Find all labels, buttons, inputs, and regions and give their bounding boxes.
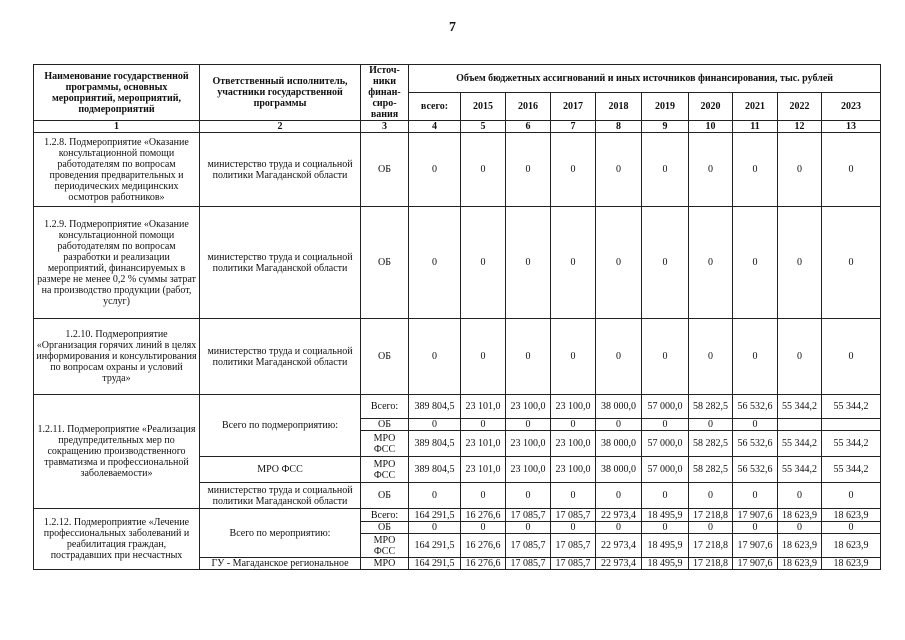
row-value: 17 085,7 (551, 558, 596, 570)
row-source: ОБ (361, 483, 409, 509)
row-source: МРО (361, 558, 409, 570)
row-value: 0 (642, 419, 689, 431)
row-value: 0 (733, 419, 778, 431)
header-total: всего: (409, 93, 461, 121)
row-value: 389 804,5 (409, 395, 461, 419)
row-source: МРО ФСС (361, 431, 409, 457)
row-value: 55 344,2 (822, 457, 881, 483)
row-value: 0 (778, 483, 822, 509)
row-value: 0 (506, 207, 551, 319)
row-value: 0 (506, 319, 551, 395)
row-value: 0 (778, 319, 822, 395)
row-value: 58 282,5 (689, 457, 733, 483)
row-value: 18 623,9 (822, 509, 881, 522)
row-value: 55 344,2 (778, 457, 822, 483)
page-number: 7 (449, 20, 456, 35)
table-row (34, 509, 881, 522)
row-value: 17 907,6 (733, 534, 778, 558)
row-value: 17 085,7 (551, 509, 596, 522)
row-value: 0 (596, 419, 642, 431)
row-value: 23 100,0 (506, 457, 551, 483)
row-source: Всего: (361, 509, 409, 522)
row-value: 0 (506, 522, 551, 534)
row-value: 0 (596, 207, 642, 319)
row-executor: министерство труда и социальной политики Магаданской области (200, 319, 361, 395)
row-value: 38 000,0 (596, 431, 642, 457)
row-value: 55 344,2 (778, 395, 822, 419)
row-value: 0 (461, 522, 506, 534)
column-number: 3 (361, 121, 409, 133)
row-value: 0 (596, 319, 642, 395)
column-number: 12 (778, 121, 822, 133)
row-value: 0 (822, 483, 881, 509)
row-value: 0 (733, 319, 778, 395)
row-value: 56 532,6 (733, 395, 778, 419)
row-value: 17 907,6 (733, 558, 778, 570)
row-value: 0 (551, 522, 596, 534)
row-value: 18 623,9 (778, 509, 822, 522)
row-executor: министерство труда и социальной политики Магаданской области (200, 207, 361, 319)
row-value: 0 (778, 522, 822, 534)
row-value: 0 (778, 133, 822, 207)
row-value: 0 (409, 522, 461, 534)
row-value: 56 532,6 (733, 457, 778, 483)
row-value: 0 (596, 133, 642, 207)
row-value: 0 (733, 133, 778, 207)
row-executor: ГУ - Магаданское региональное (200, 558, 361, 570)
header-name: Наименование государственной программы, основных мероприятий, мероприятий, подмероприятий (34, 65, 200, 121)
row-value: 0 (822, 522, 881, 534)
row-value: 23 101,0 (461, 395, 506, 419)
row-value: 0 (822, 133, 881, 207)
column-numbers-row (34, 121, 881, 133)
row-value: 0 (596, 483, 642, 509)
row-value: 17 085,7 (506, 509, 551, 522)
row-value: 0 (506, 483, 551, 509)
row-value: 0 (409, 319, 461, 395)
row-value: 0 (461, 133, 506, 207)
row-executor: Всего по мероприятию: (200, 509, 361, 558)
row-value: 164 291,5 (409, 534, 461, 558)
row-value: 0 (596, 522, 642, 534)
column-number: 1 (34, 121, 200, 133)
row-value: 0 (689, 522, 733, 534)
row-value: 0 (551, 319, 596, 395)
column-number: 2 (200, 121, 361, 133)
header-volume: Объем бюджетных ассигнований и иных источников финансирования, тыс. рублей (409, 65, 881, 93)
row-value: 0 (551, 207, 596, 319)
row-executor: министерство труда и социальной политики Магаданской области (200, 133, 361, 207)
row-value: 17 218,8 (689, 509, 733, 522)
row-value: 0 (551, 133, 596, 207)
row-value: 17 218,8 (689, 558, 733, 570)
column-number: 6 (506, 121, 551, 133)
header-year: 2021 (733, 93, 778, 121)
header-executor: Ответственный исполнитель, участники государственной программы (200, 65, 361, 121)
row-executor: МРО ФСС (200, 457, 361, 483)
row-source: ОБ (361, 522, 409, 534)
column-number: 11 (733, 121, 778, 133)
column-number: 5 (461, 121, 506, 133)
row-value: 22 973,4 (596, 558, 642, 570)
row-value: 0 (733, 207, 778, 319)
row-value: 16 276,6 (461, 534, 506, 558)
row-value: 0 (642, 483, 689, 509)
row-source: ОБ (361, 319, 409, 395)
header-year: 2018 (596, 93, 642, 121)
row-value: 23 100,0 (551, 431, 596, 457)
table-row (34, 207, 881, 319)
row-value: 0 (642, 522, 689, 534)
column-number: 4 (409, 121, 461, 133)
row-value: 57 000,0 (642, 395, 689, 419)
row-value: 17 907,6 (733, 509, 778, 522)
row-name: 1.2.10. Подмероприятие «Организация горячих линий в целях информирования и консультирования по вопросам охраны и условий труда» (34, 319, 200, 395)
row-source: МРО ФСС (361, 457, 409, 483)
row-value: 22 973,4 (596, 509, 642, 522)
column-number: 9 (642, 121, 689, 133)
row-name: 1.2.11. Подмероприятие «Реализация предупредительных мер по сокращению производственного травматизма и профессиональной заболеваемости» (34, 395, 200, 509)
row-value: 0 (733, 483, 778, 509)
row-value: 56 532,6 (733, 431, 778, 457)
row-value: 164 291,5 (409, 509, 461, 522)
row-value: 0 (822, 319, 881, 395)
row-value: 18 623,9 (778, 558, 822, 570)
row-value: 0 (551, 419, 596, 431)
row-value: 18 623,9 (822, 558, 881, 570)
row-value: 16 276,6 (461, 558, 506, 570)
row-value: 18 495,9 (642, 509, 689, 522)
row-value: 0 (822, 207, 881, 319)
header-year: 2022 (778, 93, 822, 121)
row-value: 38 000,0 (596, 457, 642, 483)
row-source: ОБ (361, 419, 409, 431)
table-row (34, 133, 881, 207)
row-value: 23 100,0 (506, 431, 551, 457)
row-value: 18 495,9 (642, 558, 689, 570)
row-value (822, 419, 881, 431)
row-value: 0 (506, 133, 551, 207)
row-value: 18 623,9 (822, 534, 881, 558)
row-value: 23 101,0 (461, 431, 506, 457)
row-value: 389 804,5 (409, 431, 461, 457)
row-value: 55 344,2 (778, 431, 822, 457)
row-value: 0 (551, 483, 596, 509)
row-source: МРО ФСС (361, 534, 409, 558)
row-value: 55 344,2 (822, 395, 881, 419)
header-year: 2016 (506, 93, 551, 121)
column-number: 7 (551, 121, 596, 133)
row-value: 57 000,0 (642, 457, 689, 483)
row-value: 0 (689, 319, 733, 395)
row-value: 0 (461, 319, 506, 395)
row-value: 0 (642, 207, 689, 319)
row-value: 17 085,7 (506, 558, 551, 570)
header-year: 2020 (689, 93, 733, 121)
row-source: ОБ (361, 133, 409, 207)
row-value: 164 291,5 (409, 558, 461, 570)
row-value: 0 (642, 319, 689, 395)
row-value: 0 (409, 133, 461, 207)
table-row (34, 319, 881, 395)
table-row (34, 395, 881, 419)
row-source: ОБ (361, 207, 409, 319)
row-value: 0 (689, 419, 733, 431)
row-value: 0 (689, 133, 733, 207)
row-name: 1.2.12. Подмероприятие «Лечение профессиональных заболеваний и реабилитация граждан, пострадавших при несчастных (34, 509, 200, 570)
column-number: 13 (822, 121, 881, 133)
row-value: 57 000,0 (642, 431, 689, 457)
row-value: 22 973,4 (596, 534, 642, 558)
row-value: 0 (409, 483, 461, 509)
row-value: 23 100,0 (551, 457, 596, 483)
row-value: 18 623,9 (778, 534, 822, 558)
row-value: 58 282,5 (689, 395, 733, 419)
header-year: 2023 (822, 93, 881, 121)
row-value: 0 (778, 207, 822, 319)
row-value: 0 (409, 207, 461, 319)
row-value: 23 101,0 (461, 457, 506, 483)
row-value: 23 100,0 (506, 395, 551, 419)
header-source: Источ-ники финан-сиро-вания (361, 65, 409, 121)
row-value: 0 (461, 207, 506, 319)
row-value: 17 085,7 (506, 534, 551, 558)
row-value: 23 100,0 (551, 395, 596, 419)
header-year: 2015 (461, 93, 506, 121)
row-executor: министерство труда и социальной политики Магаданской области (200, 483, 361, 509)
row-value: 0 (461, 483, 506, 509)
row-executor: Всего по подмероприятию: (200, 395, 361, 457)
row-value: 389 804,5 (409, 457, 461, 483)
row-value: 38 000,0 (596, 395, 642, 419)
row-value: 16 276,6 (461, 509, 506, 522)
header-year: 2017 (551, 93, 596, 121)
row-value: 55 344,2 (822, 431, 881, 457)
row-value (778, 419, 822, 431)
row-value: 0 (689, 207, 733, 319)
row-value: 0 (733, 522, 778, 534)
budget-table (33, 64, 881, 570)
header-year: 2019 (642, 93, 689, 121)
column-number: 8 (596, 121, 642, 133)
row-name: 1.2.9. Подмероприятие «Оказание консультационной помощи работодателям по вопросам разработки и реализации мероприятий, финансируемых в размере не менее 0,2 % суммы затрат на производство продукции (работ, услуг) (34, 207, 200, 319)
row-value: 0 (642, 133, 689, 207)
row-value: 0 (689, 483, 733, 509)
row-source: Всего: (361, 395, 409, 419)
row-value: 18 495,9 (642, 534, 689, 558)
row-value: 0 (461, 419, 506, 431)
row-value: 0 (409, 419, 461, 431)
row-value: 17 218,8 (689, 534, 733, 558)
row-value: 58 282,5 (689, 431, 733, 457)
row-name: 1.2.8. Подмероприятие «Оказание консультационной помощи работодателям по вопросам проведения предварительных и периодических медицинских осмотров работников» (34, 133, 200, 207)
row-value: 17 085,7 (551, 534, 596, 558)
row-value: 0 (506, 419, 551, 431)
column-number: 10 (689, 121, 733, 133)
